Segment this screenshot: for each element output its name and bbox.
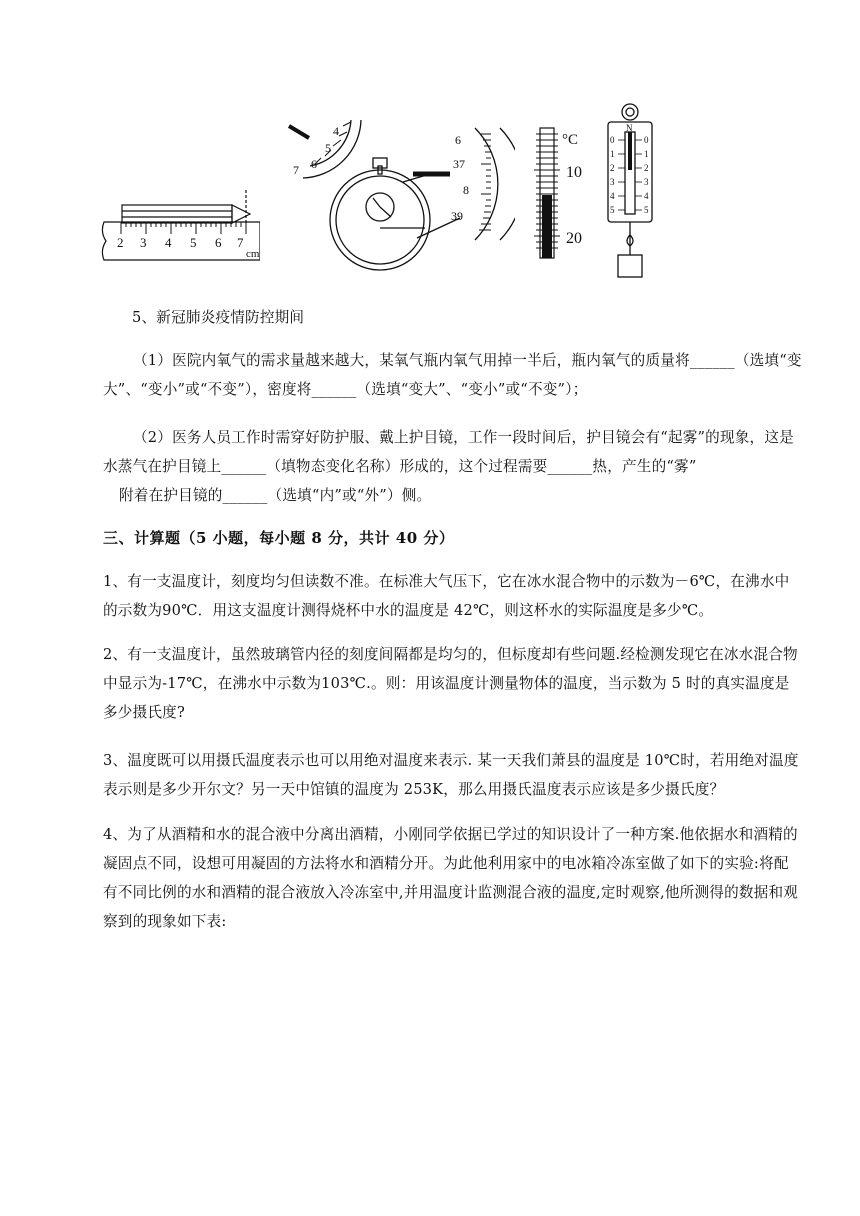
stopwatch-face	[336, 176, 424, 264]
spring-scale-right-5: 5	[644, 205, 649, 215]
pencil-tip	[232, 205, 250, 223]
ruler-tick-3: 3	[140, 235, 147, 250]
small-dial-7: 7	[293, 163, 299, 177]
small-dial-4: 4	[333, 124, 339, 138]
spring-scale-left-3: 3	[610, 177, 615, 187]
small-dial-5: 5	[325, 141, 331, 155]
thermometer-mercury	[542, 195, 552, 258]
stopwatch-figure	[285, 100, 515, 280]
measurement-figures	[0, 100, 860, 290]
thermometer-label-20: 20	[566, 230, 582, 247]
question-5-part-1: （1）医院内氧气的需求量越来越大，某氧气瓶内氧气用掉一半后，瓶内氧气的质量将______（选填“变大”、“变小”或“不变”），密度将______（选填“变大”、“变小”或“不变”）；	[103, 352, 802, 398]
question-5-part-2-text: （2）医务人员工作时需穿好防护服、戴上护目镜，工作一段时间后，护目镜会有“起雾”的现象，这是水蒸气在护目镜上______（填物态变化名称）形成的，这个过程需要______热，产生的“雾”	[103, 429, 794, 475]
spring-scale-unit: N	[626, 123, 633, 133]
pencil-body	[122, 205, 232, 223]
small-dial-6: 6	[311, 157, 317, 171]
calc-question-1: 1、有一支温度计，刻度均匀但读数不准。在标准大气压下，它在冰水混合物中的示数为－6℃，在沸水中的示数为90℃．用这支温度计测得烧杯中水的温度是 42℃，则这杯水的实际温度是多少℃。	[103, 573, 790, 619]
spring-scale-left-1: 1	[610, 149, 615, 159]
spring-scale-left-0: 0	[610, 135, 615, 145]
ruler-figure	[100, 100, 260, 270]
spring-scale-weight	[618, 255, 642, 277]
small-dial-pointer	[289, 126, 309, 138]
ruler-tick-7: 7	[237, 235, 244, 250]
spring-scale-left-4: 4	[610, 191, 615, 201]
spring-scale-right-2: 2	[644, 163, 649, 173]
spring-scale-right-0: 0	[644, 135, 649, 145]
spring-scale-right-3: 3	[644, 177, 649, 187]
spring-scale-left-2: 2	[610, 163, 615, 173]
ruler-unit: cm	[246, 248, 260, 260]
large-dial-arc	[475, 128, 498, 240]
calc-question-4: 4、为了从酒精和水的混合液中分离出酒精，小刚同学依据已学过的知识设计了一种方案.他依据水和酒精的凝固点不同，设想可用凝固的方法将水和酒精分开。为此他利用家中的电冰箱冷冻室做了如下的实验:将配有不同比例的水和酒精的混合液放入冷冻室中,并用温度计监测混合液的温度,定时观察,他所测得的数据和观察到的现象如下表:	[103, 826, 799, 930]
spring-scale-left-5: 5	[610, 205, 615, 215]
calc-question-3: 3、温度既可以用摄氏温度表示也可以用绝对温度来表示. 某一天我们萧县的温度是 10℃时，若用绝对温度表示则是多少开尔文？另一天中馆镇的温度为 253K，那么用摄氏温度表示应该是多少摄氏度？	[103, 752, 799, 798]
calc-question-2: 2、有一支温度计，虽然玻璃管内径的刻度间隔都是均匀的，但标度却有些问题.经检测发现它在冰水混合物中显示为-17℃，在沸水中示数为103℃.。则：用该温度计测量物体的温度，当示数为 5 时的真实温度是多少摄氏度?	[103, 646, 798, 721]
question-5-title: 5、新冠肺炎疫情防控期间	[132, 309, 305, 326]
large-dial-8: 8	[463, 183, 469, 197]
section-heading: 三、计算题（5 小题，每小题 8 分，共计 40 分）	[103, 529, 455, 547]
ruler-tick-5: 5	[190, 235, 197, 250]
spring-scale-right-1: 1	[644, 149, 649, 159]
spring-scale-ring	[622, 104, 638, 120]
question-5-part-2-tail: 附着在护目镜的______（选填“内”或“外”）侧。	[119, 487, 432, 504]
ruler-tick-2: 2	[117, 235, 124, 250]
large-dial-6: 6	[455, 133, 461, 147]
ruler-tick-4: 4	[165, 235, 172, 250]
spring-scale-right-4: 4	[644, 191, 649, 201]
stopwatch-outer	[330, 170, 430, 270]
large-dial-39: 39	[451, 209, 463, 223]
spring-scale-figure	[598, 100, 658, 285]
thermometer-label-10: 10	[566, 164, 582, 181]
question-5-part-2	[103, 423, 803, 510]
ruler-tick-6: 6	[215, 235, 222, 250]
thermometer-unit: °C	[562, 132, 579, 148]
large-dial-37: 37	[453, 157, 465, 171]
